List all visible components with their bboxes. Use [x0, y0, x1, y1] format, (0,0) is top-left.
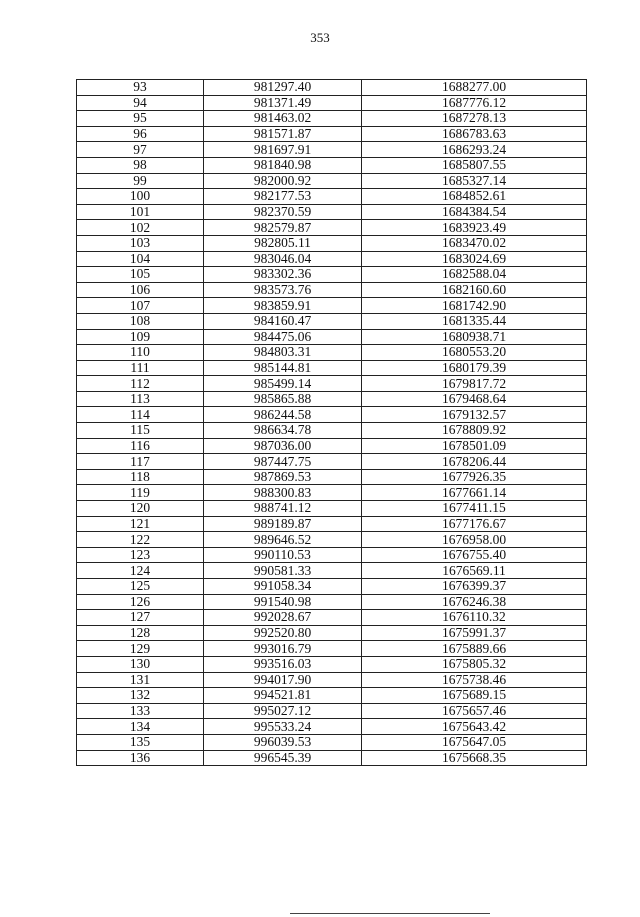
x-coordinate-cell: 987036.00	[204, 438, 362, 454]
point-number-cell: 128	[77, 625, 204, 641]
y-coordinate-cell: 1676755.40	[362, 547, 587, 563]
y-coordinate-cell: 1675668.35	[362, 750, 587, 766]
table-row	[77, 672, 587, 688]
table-row	[77, 579, 587, 595]
x-coordinate-cell: 987869.53	[204, 469, 362, 485]
table-row	[77, 95, 587, 111]
x-coordinate-cell: 994521.81	[204, 688, 362, 704]
x-coordinate-cell: 990581.33	[204, 563, 362, 579]
y-coordinate-cell: 1682588.04	[362, 267, 587, 283]
table-row	[77, 703, 587, 719]
x-coordinate-cell: 989646.52	[204, 532, 362, 548]
table-row	[77, 485, 587, 501]
table-row	[77, 376, 587, 392]
y-coordinate-cell: 1683923.49	[362, 220, 587, 236]
point-number-cell: 133	[77, 703, 204, 719]
y-coordinate-cell: 1676110.32	[362, 610, 587, 626]
x-coordinate-cell: 984803.31	[204, 345, 362, 361]
table-row	[77, 220, 587, 236]
table-row	[77, 111, 587, 127]
y-coordinate-cell: 1681335.44	[362, 313, 587, 329]
point-number-cell: 102	[77, 220, 204, 236]
y-coordinate-cell: 1687776.12	[362, 95, 587, 111]
x-coordinate-cell: 988741.12	[204, 501, 362, 517]
coordinate-table-body	[77, 80, 587, 766]
x-coordinate-cell: 986634.78	[204, 423, 362, 439]
point-number-cell: 101	[77, 204, 204, 220]
point-number-cell: 108	[77, 313, 204, 329]
point-number-cell: 125	[77, 579, 204, 595]
x-coordinate-cell: 994017.90	[204, 672, 362, 688]
x-coordinate-cell: 993016.79	[204, 641, 362, 657]
table-row	[77, 267, 587, 283]
y-coordinate-cell: 1675643.42	[362, 719, 587, 735]
point-number-cell: 132	[77, 688, 204, 704]
point-number-cell: 122	[77, 532, 204, 548]
y-coordinate-cell: 1675889.66	[362, 641, 587, 657]
x-coordinate-cell: 982805.11	[204, 235, 362, 251]
table-row	[77, 142, 587, 158]
y-coordinate-cell: 1676569.11	[362, 563, 587, 579]
y-coordinate-cell: 1684384.54	[362, 204, 587, 220]
point-number-cell: 100	[77, 189, 204, 205]
table-row	[77, 469, 587, 485]
table-row	[77, 454, 587, 470]
x-coordinate-cell: 983859.91	[204, 298, 362, 314]
point-number-cell: 120	[77, 501, 204, 517]
x-coordinate-cell: 993516.03	[204, 656, 362, 672]
y-coordinate-cell: 1683024.69	[362, 251, 587, 267]
x-coordinate-cell: 991540.98	[204, 594, 362, 610]
y-coordinate-cell: 1686783.63	[362, 126, 587, 142]
x-coordinate-cell: 981697.91	[204, 142, 362, 158]
table-row	[77, 688, 587, 704]
x-coordinate-cell: 981840.98	[204, 157, 362, 173]
y-coordinate-cell: 1677661.14	[362, 485, 587, 501]
y-coordinate-cell: 1680553.20	[362, 345, 587, 361]
x-coordinate-cell: 982000.92	[204, 173, 362, 189]
x-coordinate-cell: 995027.12	[204, 703, 362, 719]
point-number-cell: 130	[77, 656, 204, 672]
y-coordinate-cell: 1685327.14	[362, 173, 587, 189]
x-coordinate-cell: 983046.04	[204, 251, 362, 267]
table-row	[77, 423, 587, 439]
x-coordinate-cell: 984475.06	[204, 329, 362, 345]
x-coordinate-cell: 996039.53	[204, 734, 362, 750]
y-coordinate-cell: 1688277.00	[362, 80, 587, 96]
table-row	[77, 235, 587, 251]
point-number-cell: 96	[77, 126, 204, 142]
table-row	[77, 313, 587, 329]
point-number-cell: 129	[77, 641, 204, 657]
y-coordinate-cell: 1684852.61	[362, 189, 587, 205]
y-coordinate-cell: 1679817.72	[362, 376, 587, 392]
x-coordinate-cell: 988300.83	[204, 485, 362, 501]
point-number-cell: 95	[77, 111, 204, 127]
x-coordinate-cell: 982370.59	[204, 204, 362, 220]
table-row	[77, 189, 587, 205]
x-coordinate-cell: 990110.53	[204, 547, 362, 563]
table-row	[77, 547, 587, 563]
y-coordinate-cell: 1678809.92	[362, 423, 587, 439]
x-coordinate-cell: 987447.75	[204, 454, 362, 470]
y-coordinate-cell: 1678206.44	[362, 454, 587, 470]
x-coordinate-cell: 981463.02	[204, 111, 362, 127]
x-coordinate-cell: 991058.34	[204, 579, 362, 595]
x-coordinate-cell: 996545.39	[204, 750, 362, 766]
y-coordinate-cell: 1675805.32	[362, 656, 587, 672]
y-coordinate-cell: 1675647.05	[362, 734, 587, 750]
x-coordinate-cell: 981571.87	[204, 126, 362, 142]
table-row	[77, 407, 587, 423]
table-row	[77, 532, 587, 548]
point-number-cell: 110	[77, 345, 204, 361]
point-number-cell: 109	[77, 329, 204, 345]
point-number-cell: 127	[77, 610, 204, 626]
y-coordinate-cell: 1675657.46	[362, 703, 587, 719]
table-row	[77, 391, 587, 407]
table-row	[77, 563, 587, 579]
point-number-cell: 103	[77, 235, 204, 251]
point-number-cell: 106	[77, 282, 204, 298]
table-row	[77, 438, 587, 454]
point-number-cell: 123	[77, 547, 204, 563]
x-coordinate-cell: 983302.36	[204, 267, 362, 283]
point-number-cell: 134	[77, 719, 204, 735]
y-coordinate-cell: 1677926.35	[362, 469, 587, 485]
point-number-cell: 111	[77, 360, 204, 376]
y-coordinate-cell: 1679132.57	[362, 407, 587, 423]
table-row	[77, 625, 587, 641]
table-row	[77, 734, 587, 750]
table-row	[77, 594, 587, 610]
point-number-cell: 112	[77, 376, 204, 392]
x-coordinate-cell: 986244.58	[204, 407, 362, 423]
point-number-cell: 94	[77, 95, 204, 111]
y-coordinate-cell: 1682160.60	[362, 282, 587, 298]
point-number-cell: 93	[77, 80, 204, 96]
point-number-cell: 124	[77, 563, 204, 579]
point-number-cell: 98	[77, 157, 204, 173]
page-number: 353	[310, 30, 330, 45]
y-coordinate-cell: 1677176.67	[362, 516, 587, 532]
table-row	[77, 360, 587, 376]
x-coordinate-cell: 992520.80	[204, 625, 362, 641]
x-coordinate-cell: 985865.88	[204, 391, 362, 407]
x-coordinate-cell: 989189.87	[204, 516, 362, 532]
point-number-cell: 97	[77, 142, 204, 158]
table-row	[77, 641, 587, 657]
bottom-divider	[290, 913, 490, 914]
table-row	[77, 345, 587, 361]
point-number-cell: 121	[77, 516, 204, 532]
point-number-cell: 135	[77, 734, 204, 750]
y-coordinate-cell: 1675689.15	[362, 688, 587, 704]
x-coordinate-cell: 995533.24	[204, 719, 362, 735]
table-row	[77, 719, 587, 735]
y-coordinate-cell: 1683470.02	[362, 235, 587, 251]
y-coordinate-cell: 1675991.37	[362, 625, 587, 641]
y-coordinate-cell: 1676246.38	[362, 594, 587, 610]
table-row	[77, 329, 587, 345]
x-coordinate-cell: 985144.81	[204, 360, 362, 376]
point-number-cell: 119	[77, 485, 204, 501]
table-row	[77, 80, 587, 96]
point-number-cell: 115	[77, 423, 204, 439]
point-number-cell: 99	[77, 173, 204, 189]
coordinate-table-container	[76, 79, 586, 766]
table-row	[77, 251, 587, 267]
table-row	[77, 298, 587, 314]
y-coordinate-cell: 1677411.15	[362, 501, 587, 517]
point-number-cell: 107	[77, 298, 204, 314]
x-coordinate-cell: 981371.49	[204, 95, 362, 111]
coordinate-table	[76, 79, 587, 766]
point-number-cell: 131	[77, 672, 204, 688]
x-coordinate-cell: 981297.40	[204, 80, 362, 96]
y-coordinate-cell: 1678501.09	[362, 438, 587, 454]
y-coordinate-cell: 1681742.90	[362, 298, 587, 314]
y-coordinate-cell: 1675738.46	[362, 672, 587, 688]
table-row	[77, 126, 587, 142]
point-number-cell: 113	[77, 391, 204, 407]
y-coordinate-cell: 1686293.24	[362, 142, 587, 158]
x-coordinate-cell: 982177.53	[204, 189, 362, 205]
table-row	[77, 750, 587, 766]
y-coordinate-cell: 1687278.13	[362, 111, 587, 127]
x-coordinate-cell: 984160.47	[204, 313, 362, 329]
x-coordinate-cell: 992028.67	[204, 610, 362, 626]
point-number-cell: 114	[77, 407, 204, 423]
y-coordinate-cell: 1676958.00	[362, 532, 587, 548]
table-row	[77, 656, 587, 672]
table-row	[77, 501, 587, 517]
table-row	[77, 157, 587, 173]
point-number-cell: 126	[77, 594, 204, 610]
x-coordinate-cell: 982579.87	[204, 220, 362, 236]
x-coordinate-cell: 985499.14	[204, 376, 362, 392]
point-number-cell: 104	[77, 251, 204, 267]
y-coordinate-cell: 1679468.64	[362, 391, 587, 407]
y-coordinate-cell: 1676399.37	[362, 579, 587, 595]
table-row	[77, 282, 587, 298]
point-number-cell: 118	[77, 469, 204, 485]
table-row	[77, 516, 587, 532]
point-number-cell: 116	[77, 438, 204, 454]
table-row	[77, 173, 587, 189]
point-number-cell: 136	[77, 750, 204, 766]
y-coordinate-cell: 1680179.39	[362, 360, 587, 376]
point-number-cell: 105	[77, 267, 204, 283]
y-coordinate-cell: 1680938.71	[362, 329, 587, 345]
table-row	[77, 204, 587, 220]
point-number-cell: 117	[77, 454, 204, 470]
table-row	[77, 610, 587, 626]
y-coordinate-cell: 1685807.55	[362, 157, 587, 173]
x-coordinate-cell: 983573.76	[204, 282, 362, 298]
